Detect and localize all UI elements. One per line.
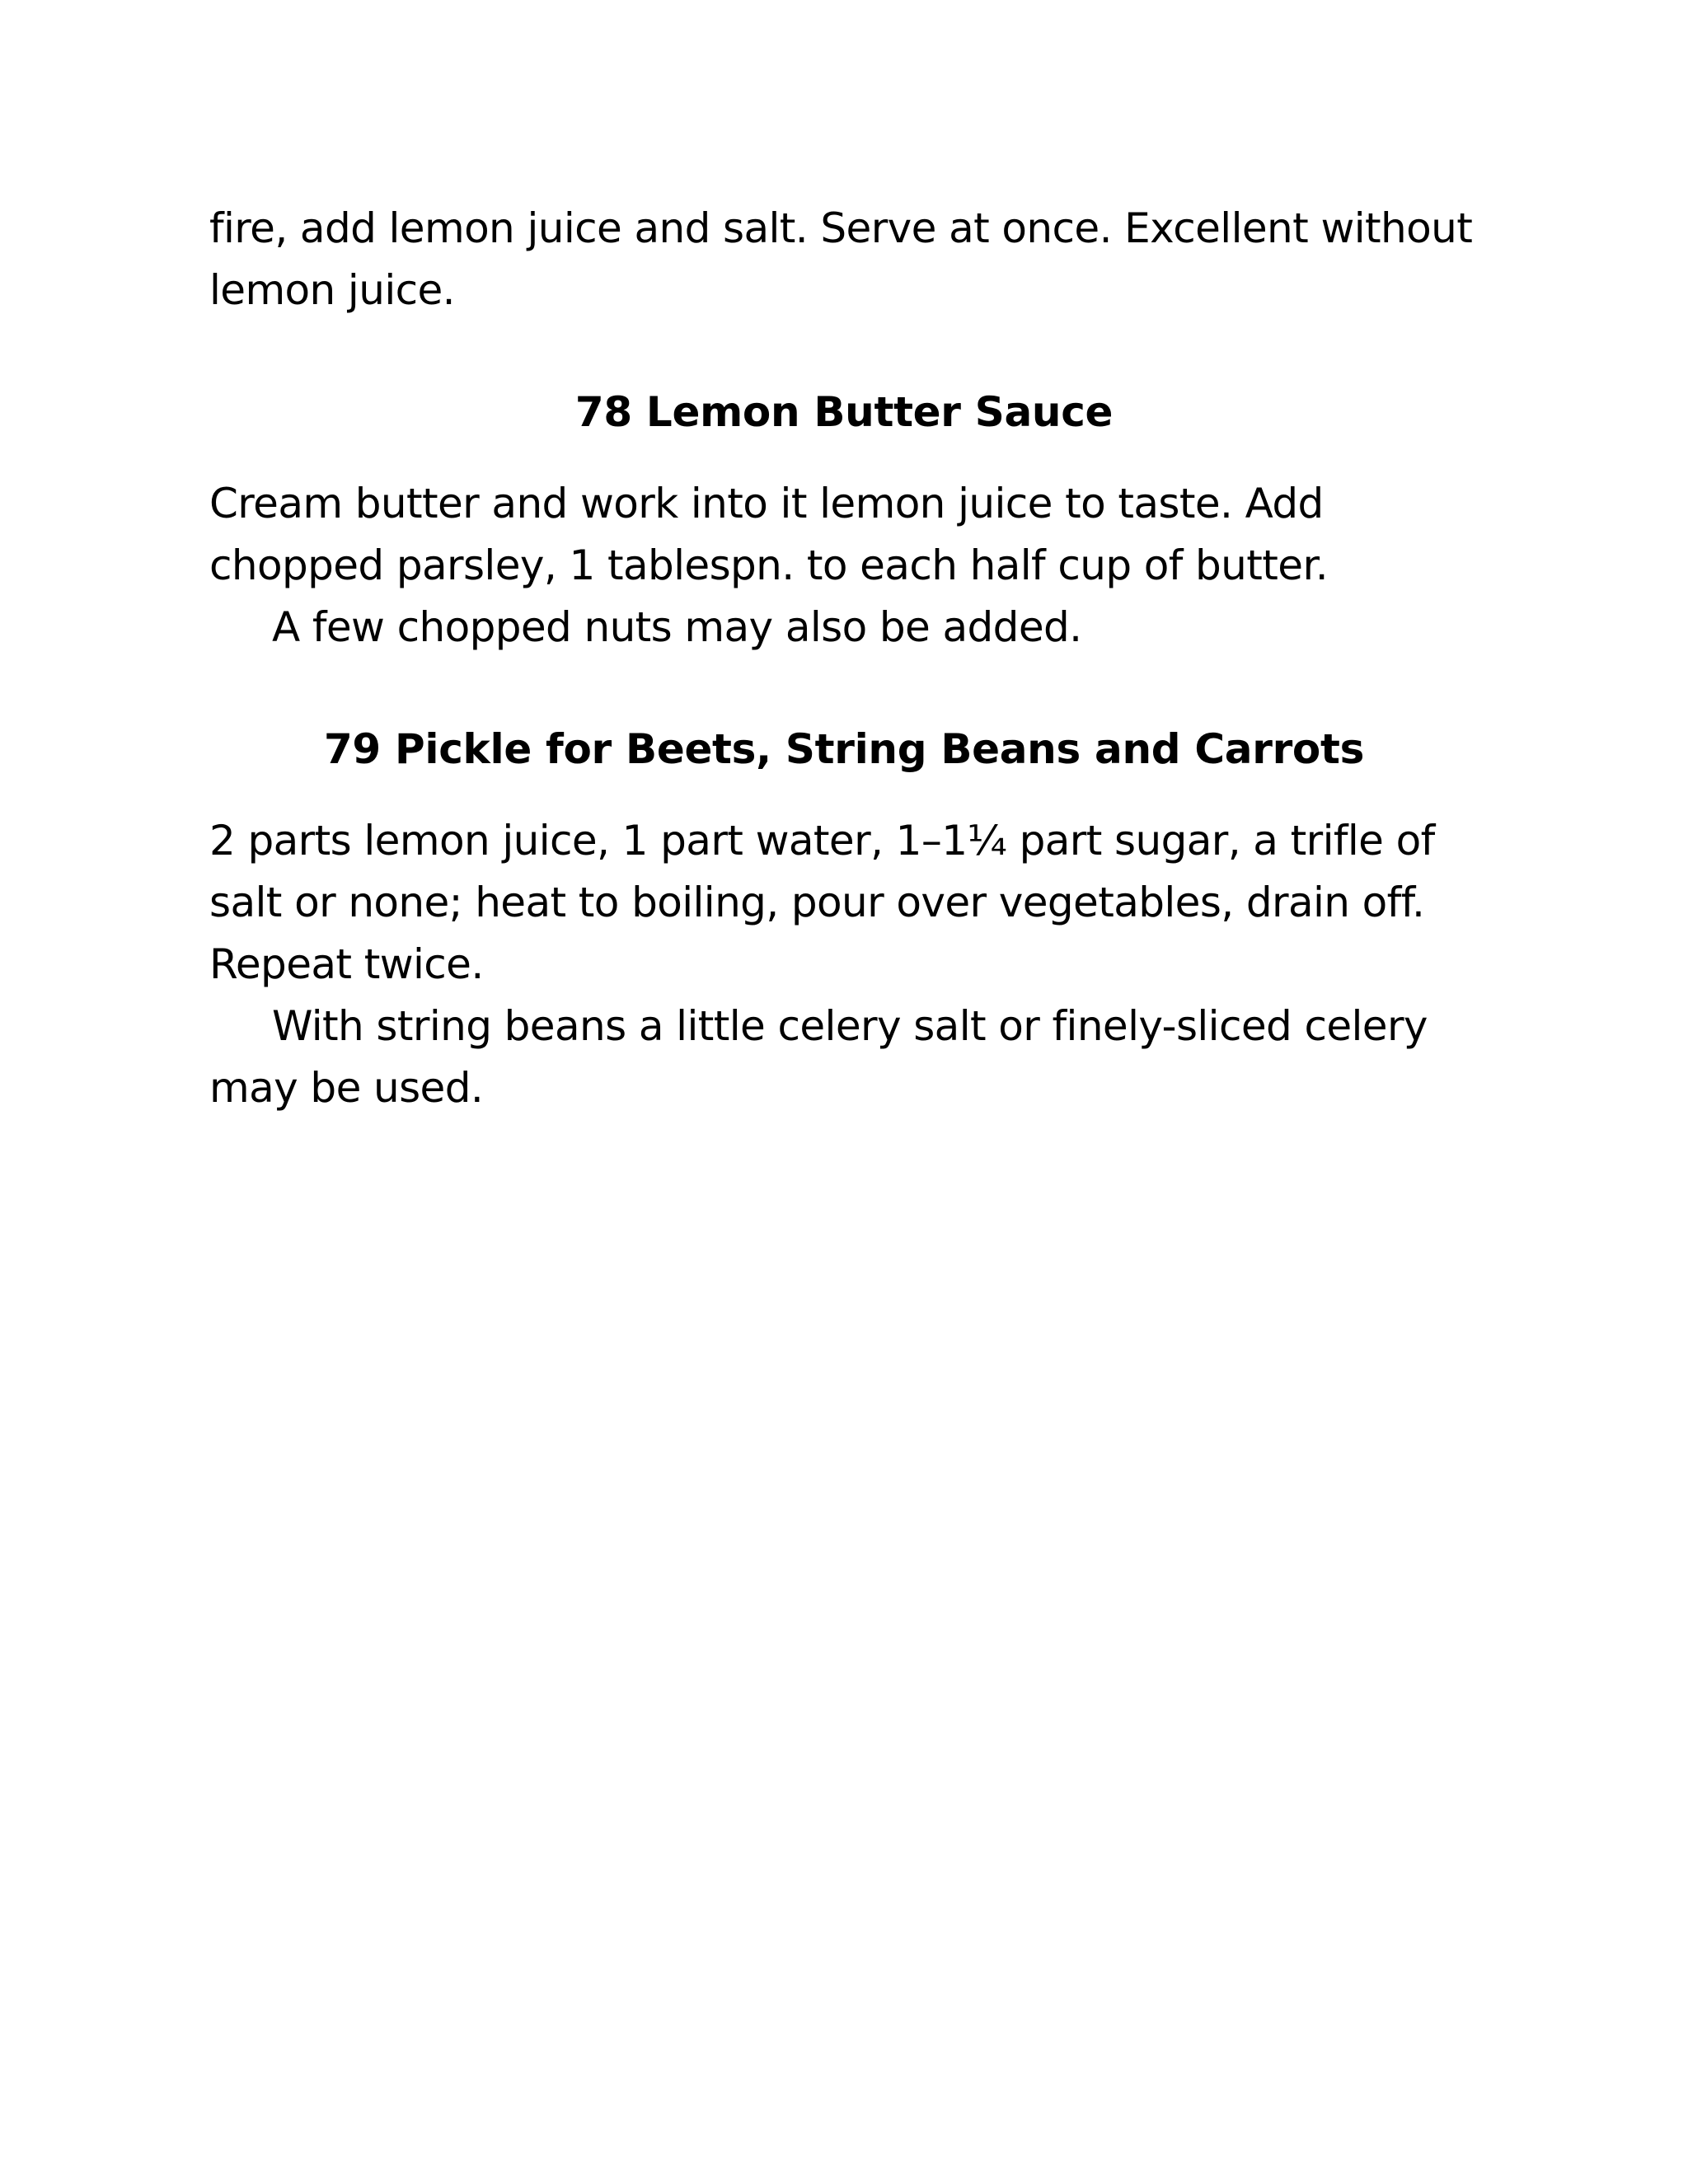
recipe-78-paragraph-1: Cream butter and work into it lemon juice to taste. Add chopped parsley, 1 tablespn. to each half cup of butter. [209,480,1329,589]
recipe-78-heading: 78 Lemon Butter Sauce [574,388,1114,436]
recipe-79-paragraph-1: 2 parts lemon juice, 1 part water, 1–1¼ part sugar, a trifle of salt or none; heat to boiling, pour over vegetables, drain off. Repeat twice. [209,817,1435,988]
recipe-78-paragraph-2: A few chopped nuts may also be added. [272,603,1082,651]
document-page [209,198,1479,1119]
recipe-79-heading: 79 Pickle for Beets, String Beans and Carrots [323,725,1365,773]
recipe-79-paragraph-2: With string beans a little celery salt or finely-sliced celery may be used. [209,1002,1428,1112]
continuation-paragraph: fire, add lemon juice and salt. Serve at once. Excellent without lemon juice. [209,204,1473,314]
